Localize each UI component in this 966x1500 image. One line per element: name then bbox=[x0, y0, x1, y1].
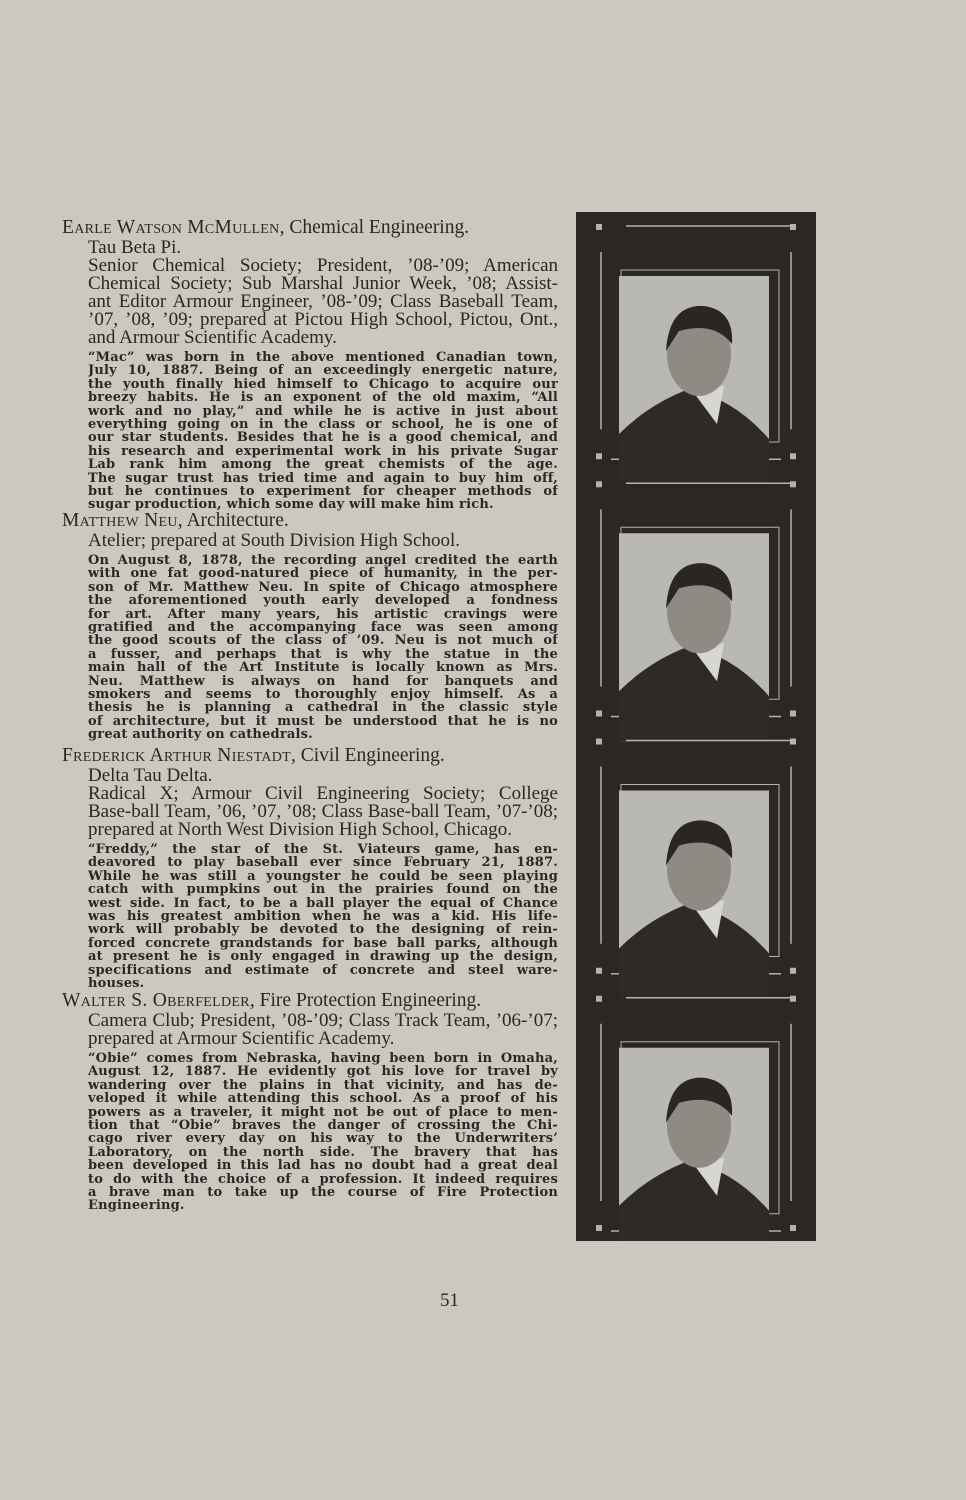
activities-line: prepared at North West Division High School, Chicago. bbox=[88, 821, 512, 839]
biography-line: thesis he is planning a cathedral in the classic style bbox=[88, 701, 558, 715]
student-name: Matthew Neu bbox=[62, 510, 178, 531]
biography bbox=[88, 554, 558, 741]
biography-line: Laboratory, on the north side. The bravery that has bbox=[88, 1145, 558, 1160]
biography-line: houses. bbox=[88, 976, 145, 991]
biography-line: work and no play,” and while he is active in just about bbox=[88, 404, 558, 418]
frame-ornament-square bbox=[596, 711, 602, 717]
biography bbox=[88, 1052, 558, 1213]
biography-line: at present he is only engaged in drawing up the design, bbox=[88, 950, 558, 964]
biography-line: tion that “Obie” braves the danger of crossing the Chi- bbox=[88, 1118, 558, 1133]
biography-line: his research and experimental work in his private Sugar bbox=[88, 444, 558, 459]
biography-line: with one fat good-natured piece of humanity, in the per- bbox=[88, 567, 558, 581]
student-entry bbox=[62, 990, 558, 1213]
student-department: , Civil Engineering. bbox=[291, 745, 445, 766]
activities-line: ant Editor Armour Engineer, ’08-’09; Class Baseball Team, bbox=[88, 293, 558, 311]
entry-heading bbox=[62, 510, 558, 532]
frame-ornament-square bbox=[790, 968, 796, 974]
activities-line: ’07, ’08, ’09; prepared at Pictou High School, Pictou, Ont., bbox=[88, 311, 558, 329]
frame-ornament-square bbox=[596, 739, 602, 745]
student-entry bbox=[62, 745, 558, 990]
frame-ornament-square bbox=[790, 1225, 796, 1231]
biography-line: veloped it while attending this school. As a proof of his bbox=[88, 1092, 558, 1106]
activities-line: Senior Chemical Society; President, ’08-’09; American bbox=[88, 257, 558, 275]
frame-ornament-square bbox=[790, 996, 796, 1002]
student-department: , Architecture. bbox=[177, 510, 289, 531]
biography-line: “Mac” was born in the above mentioned Canadian town, bbox=[88, 351, 558, 365]
biography-line: Neu. Matthew is always on hand for banquets and bbox=[88, 674, 558, 688]
frame-ornament-square bbox=[790, 739, 796, 745]
entry-heading bbox=[62, 217, 558, 239]
biography-line: for art. After many years, his artistic cravings were bbox=[88, 607, 558, 621]
biography-line: August 12, 1887. He evidently got his love for travel by bbox=[88, 1065, 558, 1079]
activities bbox=[88, 239, 558, 347]
biography-line: work will probably be devoted to the designing of rein- bbox=[88, 923, 558, 937]
biography-line: sugar production, which some day will make him rich. bbox=[88, 498, 494, 512]
student-department: , Fire Protection Engineering. bbox=[249, 990, 482, 1011]
student-name: Walter S. Oberfelder bbox=[62, 990, 250, 1011]
biography-line: While he was still a youngster he could be seen playing bbox=[88, 869, 558, 884]
biography-line: catch with pumpkins out in the prairies found on the bbox=[88, 883, 558, 897]
biography-line: the good scouts of the class of ’09. Neu is not much of bbox=[88, 634, 558, 648]
biography-line: wandering over the plains in that vicinity, and has de- bbox=[88, 1078, 558, 1093]
frame-ornament-square bbox=[790, 224, 796, 230]
activities-line: Radical X; Armour Civil Engineering Society; College bbox=[88, 785, 558, 803]
biography-line: breezy habits. He is an exponent of the old maxim, “All bbox=[88, 391, 558, 405]
activities-line: Camera Club; President, ’08-’09; Class Track Team, ’06-’07; bbox=[88, 1012, 558, 1030]
biography-line: deavored to play baseball ever since February 21, 1887. bbox=[88, 856, 558, 870]
fraternity-line: Delta Tau Delta. bbox=[88, 767, 213, 785]
frame-ornament-square bbox=[790, 481, 796, 487]
entry-heading bbox=[62, 990, 558, 1012]
biography bbox=[88, 843, 558, 990]
activities bbox=[88, 532, 558, 550]
biography-line: a fusser, and perhaps that is why the statue in the bbox=[88, 647, 558, 662]
biography-line: “Obie” comes from Nebraska, having been born in Omaha, bbox=[88, 1052, 558, 1066]
biography-line: forced concrete grandstands for base ball parks, although bbox=[88, 936, 558, 951]
student-entry bbox=[62, 217, 558, 512]
activities-line: Chemical Society; Sub Marshal Junior Week, ’08; Assist- bbox=[88, 275, 558, 293]
biography-line: was his greatest ambition when he was a kid. His life- bbox=[88, 909, 558, 924]
frame-ornament-square bbox=[790, 453, 796, 459]
biography-line: great authority on cathedrals. bbox=[88, 728, 313, 742]
page-number: 51 bbox=[440, 1290, 459, 1311]
biography-line: July 10, 1887. Being of an exceedingly energetic nature, bbox=[88, 364, 558, 378]
biography bbox=[88, 351, 558, 512]
biography-line: smokers and seems to thoroughly enjoy himself. As a bbox=[88, 687, 558, 702]
biography-line: son of Mr. Matthew Neu. In spite of Chicago atmosphere bbox=[88, 580, 558, 595]
frame-ornament-square bbox=[596, 453, 602, 459]
frame-ornament-square bbox=[596, 968, 602, 974]
student-name: Earle Watson McMullen bbox=[62, 217, 280, 238]
biography-line: a brave man to take up the course of Fire Protection bbox=[88, 1185, 558, 1200]
biography-line: everything going on in the class or school, he is one of bbox=[88, 417, 558, 432]
biography-line: our star students. Besides that he is a good chemical, and bbox=[88, 431, 558, 445]
frame-ornament-square bbox=[596, 481, 602, 487]
activities bbox=[88, 1012, 558, 1048]
biography-line: the youth finally hied himself to Chicago to acquire our bbox=[88, 377, 558, 392]
activities-line: Atelier; prepared at South Division High School. bbox=[88, 532, 461, 550]
biography-line: powers as a traveler, it might not be out of place to men- bbox=[88, 1105, 558, 1119]
biography-line: On August 8, 1878, the recording angel credited the earth bbox=[88, 554, 558, 568]
frame-ornament-square bbox=[596, 224, 602, 230]
activities-line: prepared at Armour Scientific Academy. bbox=[88, 1030, 395, 1048]
biography-line: been developed in this lad has no doubt had a great deal bbox=[88, 1159, 558, 1173]
biography-line: “Freddy,” the star of the St. Viateurs game, has en- bbox=[88, 843, 558, 857]
frame-ornament-square bbox=[790, 711, 796, 717]
entry-heading bbox=[62, 745, 558, 767]
student-name: Frederick Arthur Niestadt bbox=[62, 745, 291, 766]
biography-line: specifications and estimate of concrete and steel ware- bbox=[88, 963, 558, 977]
fraternity-line: Tau Beta Pi. bbox=[88, 239, 182, 257]
frame-ornament-square bbox=[596, 1225, 602, 1231]
biography-line: but he continues to experiment for cheaper methods of bbox=[88, 484, 558, 499]
activities bbox=[88, 767, 558, 839]
biography-line: west side. In fact, to be a ball player the equal of Chance bbox=[88, 896, 558, 910]
biography-line: The sugar trust has tried time and again to buy him off, bbox=[88, 471, 558, 485]
frame-ornament-square bbox=[596, 996, 602, 1002]
student-entry bbox=[62, 510, 558, 741]
activities-line: and Armour Scientific Academy. bbox=[88, 329, 337, 347]
student-department: , Chemical Engineering. bbox=[279, 217, 470, 238]
biography-line: gratified and the accompanying face was seen among bbox=[88, 620, 558, 635]
biography-line: main hall of the Art Institute is locally known as Mrs. bbox=[88, 661, 558, 675]
portrait-strip bbox=[576, 212, 816, 1241]
biography-line: to do with the choice of a profession. It indeed requires bbox=[88, 1172, 558, 1186]
biography-line: Engineering. bbox=[88, 1199, 185, 1213]
biography-line: Lab rank him among the great chemists of the age. bbox=[88, 458, 558, 472]
biography-line: cago river every day on his way to the Underwriters’ bbox=[88, 1132, 558, 1146]
biography-line: of architecture, but it must be understood that he is no bbox=[88, 714, 558, 729]
biography-line: the aforementioned youth early developed a fondness bbox=[88, 594, 558, 608]
activities-line: Base-ball Team, ’06, ’07, ’08; Class Base-ball Team, ’07-’08; bbox=[88, 803, 558, 821]
